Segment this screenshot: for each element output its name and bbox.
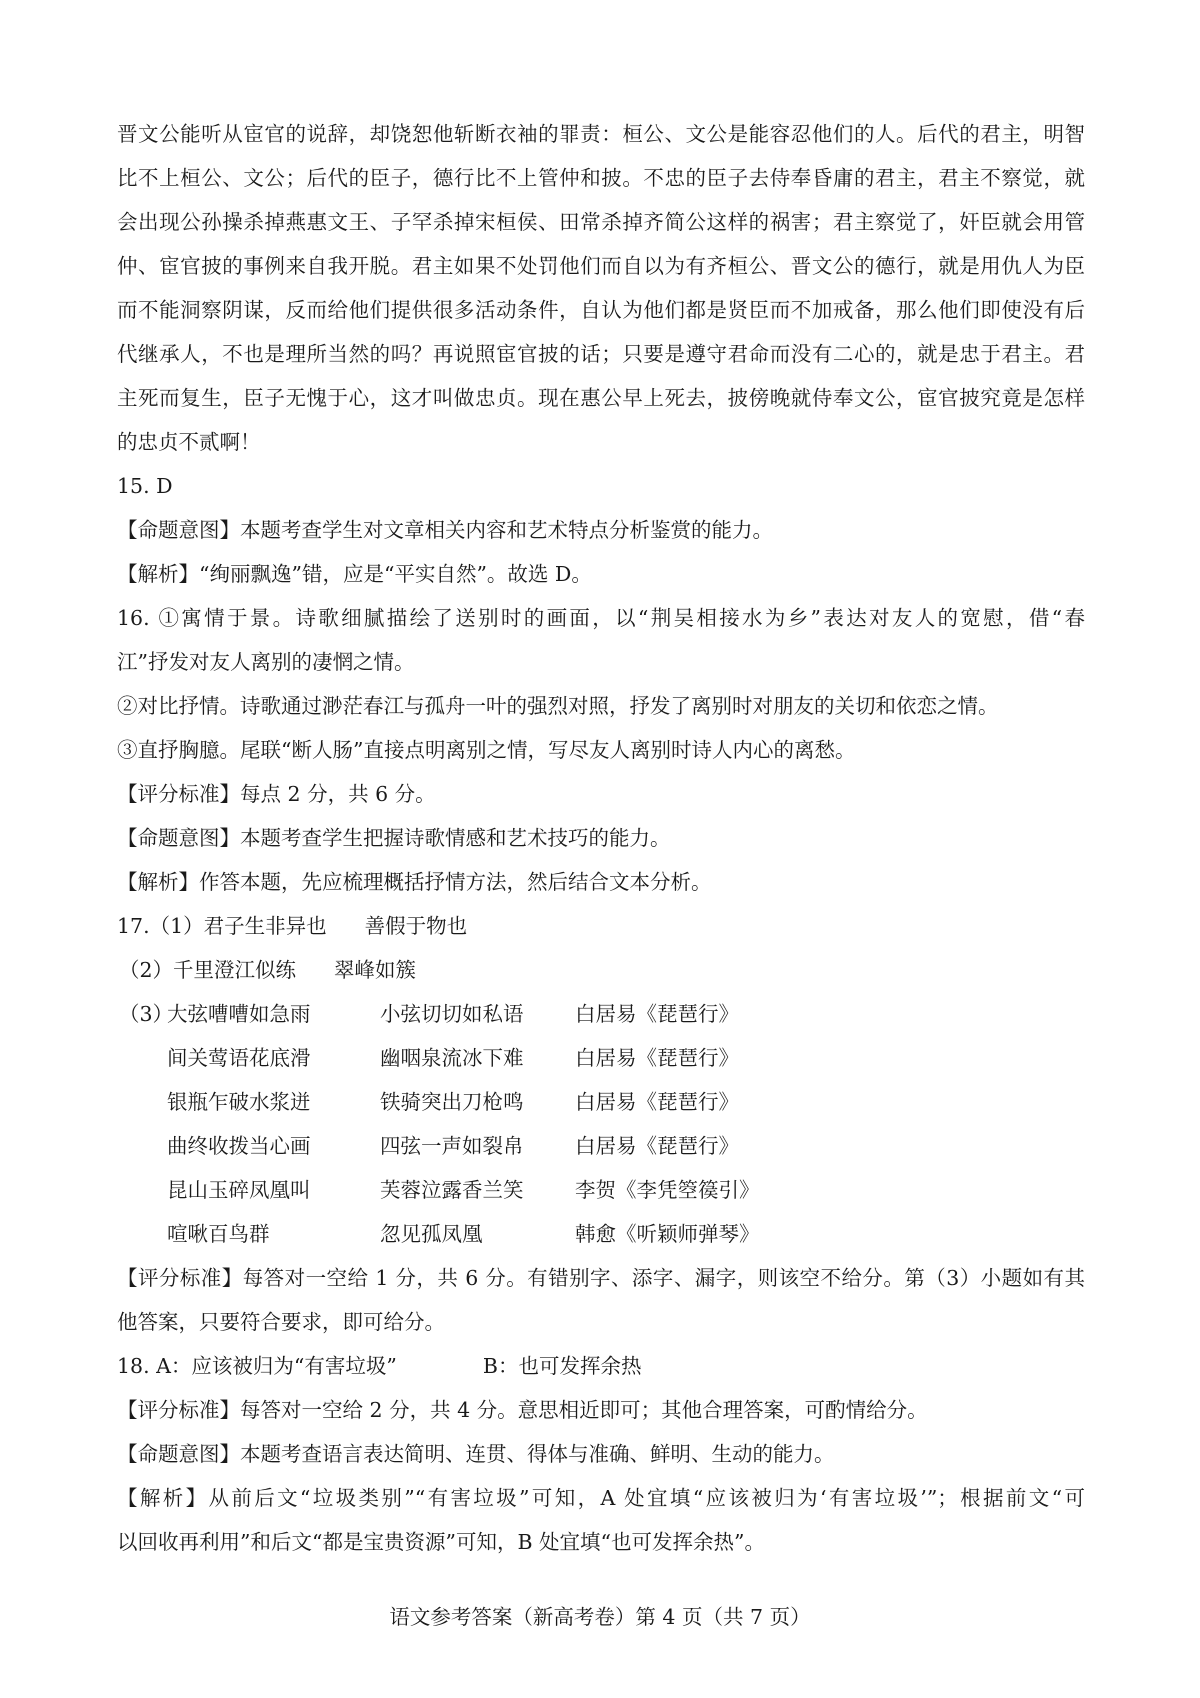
question-15 — [117, 464, 1085, 596]
q18-answer-b: B：也可发挥余热 — [482, 1354, 642, 1378]
question-17 — [117, 904, 1085, 1344]
poem-source: 韩愈《听颖师弹琴》 — [575, 1222, 760, 1246]
answer-content — [117, 112, 1085, 1564]
q17-part3-row — [117, 1168, 1085, 1212]
q16-analysis: 【解析】作答本题，先应梳理概括抒情方法，然后结合文本分析。 — [117, 870, 712, 894]
poem-source: 白居易《琵琶行》 — [575, 1046, 739, 1070]
poem-line-b: 铁骑突出刀枪鸣 — [380, 1090, 524, 1114]
poem-line-b: 忽见孤凤凰 — [380, 1222, 483, 1246]
q15-intent: 【命题意图】本题考查学生对文章相关内容和艺术特点分析鉴赏的能力。 — [117, 518, 773, 542]
q16-line1: 16. ①寓情于景。诗歌细腻描绘了送别时的画面，以“荆吴相接水为乡”表达对友人的宽慰，借“春 — [117, 606, 1085, 630]
q17-part2-label: （2） — [119, 958, 174, 982]
q17-scoring-line1: 【评分标准】每答对一空给 1 分，共 6 分。有错别字、添字、漏字，则该空不给分。第（3）小题如有其 — [117, 1266, 1085, 1290]
q16-line2: 江”抒发对友人离别的凄惘之情。 — [117, 650, 415, 674]
q16-point3: ③直抒胸臆。尾联“断人肠”直接点明离别之情，写尽友人离别时诗人内心的离愁。 — [117, 738, 856, 762]
paragraph-line: 会出现公孙操杀掉燕惠文王、子罕杀掉宋桓侯、田常杀掉齐简公这样的祸害；君主察觉了，奸臣就会用管 — [117, 210, 1085, 234]
q17-part3-row — [117, 1124, 1085, 1168]
q17-scoring-line2: 他答案，只要符合要求，即可给分。 — [117, 1310, 445, 1334]
paragraph-line-last: 的忠贞不贰啊！ — [117, 430, 261, 454]
poem-line-b: 芙蓉泣露香兰笑 — [380, 1178, 524, 1202]
q16-intent: 【命题意图】本题考查学生把握诗歌情感和艺术技巧的能力。 — [117, 826, 671, 850]
paragraph-line: 仲、宦官披的事例来自我开脱。君主如果不处罚他们而自以为有齐桓公、晋文公的德行，就是用仇人为臣 — [117, 254, 1085, 278]
poem-source: 白居易《琵琶行》 — [575, 1002, 739, 1026]
q17-part1-answer-a: 君子生非异也 — [203, 914, 327, 938]
poem-line-b: 幽咽泉流冰下难 — [380, 1046, 524, 1070]
poem-line-a: 曲终收拨当心画 — [167, 1134, 311, 1158]
poem-source: 李贺《李凭箜篌引》 — [575, 1178, 760, 1202]
q15-analysis: 【解析】“绚丽飘逸”错，应是“平实自然”。故选 D。 — [117, 562, 592, 586]
poem-source: 白居易《琵琶行》 — [575, 1134, 739, 1158]
poem-line-b: 小弦切切如私语 — [380, 1002, 524, 1026]
q17-part3-row — [117, 1212, 1085, 1256]
paragraph-line: 主死而复生，臣子无愧于心，这才叫做忠贞。现在惠公早上死去，披傍晚就侍奉文公，宦官披究竟是怎样 — [117, 386, 1085, 410]
q17-part3-row — [117, 1080, 1085, 1124]
poem-line-a: 银瓶乍破水浆迸 — [167, 1090, 311, 1114]
poem-line-b: 四弦一声如裂帛 — [380, 1134, 524, 1158]
q17-part2 — [117, 948, 1085, 992]
paragraph-line: 晋文公能听从宦官的说辞，却饶恕他斩断衣袖的罪责：桓公、文公是能容忍他们的人。后代的君主，明智 — [117, 122, 1085, 146]
q17-part3-row — [117, 992, 1085, 1036]
q16-scoring: 【评分标准】每点 2 分，共 6 分。 — [117, 782, 436, 806]
poem-line-a: 喧啾百鸟群 — [167, 1222, 270, 1246]
q16-point2: ②对比抒情。诗歌通过渺茫春江与孤舟一叶的强烈对照，抒发了离别时对朋友的关切和依恋之情。 — [117, 694, 999, 718]
paragraph-line: 代继承人，不也是理所当然的吗？再说照宦官披的话；只要是遵守君命而没有二心的，就是忠于君主。君 — [117, 342, 1085, 366]
q18-answer-a: 18. A：应该被归为“有害垃圾” — [117, 1354, 397, 1378]
q17-part3-row — [117, 1036, 1085, 1080]
paragraph-line: 而不能洞察阴谋，反而给他们提供很多活动条件，自认为他们都是贤臣而不加戒备，那么他们即使没有后 — [117, 298, 1085, 322]
page-footer: 语文参考答案（新高考卷）第 4 页（共 7 页） — [389, 1605, 811, 1629]
q18-analysis-line1: 【解析】从前后文“垃圾类别”“有害垃圾”可知，A 处宜填“应该被归为‘有害垃圾’”；根据前文“可 — [117, 1486, 1085, 1510]
q18-intent: 【命题意图】本题考查语言表达简明、连贯、得体与准确、鲜明、生动的能力。 — [117, 1442, 835, 1466]
poem-line-a: 大弦嘈嘈如急雨 — [167, 1002, 311, 1026]
q17-part2-answer-b: 翠峰如簇 — [334, 958, 417, 982]
poem-line-a: 间关莺语花底滑 — [167, 1046, 311, 1070]
question-18 — [117, 1344, 1085, 1564]
paragraph-line: 比不上桓公、文公；后代的臣子，德行比不上管仲和披。不忠的臣子去侍奉昏庸的君主，君主不察觉，就 — [117, 166, 1085, 190]
q17-part3-label: （3） — [119, 1002, 174, 1026]
q17-part1-answer-b: 善假于物也 — [364, 914, 468, 938]
q17-part2-answer-a: 千里澄江似练 — [173, 958, 297, 982]
q17-part1 — [117, 904, 1085, 948]
q17-part1-label: 17.（1） — [117, 914, 204, 938]
question-16 — [117, 596, 1085, 904]
q15-answer: 15. D — [117, 474, 173, 498]
q18-scoring: 【评分标准】每答对一空给 2 分，共 4 分。意思相近即可；其他合理答案，可酌情给分。 — [117, 1398, 928, 1422]
poem-line-a: 昆山玉碎凤凰叫 — [167, 1178, 311, 1202]
translation-paragraph — [117, 112, 1085, 464]
q18-analysis-line2: 以回收再利用”和后文“都是宝贵资源”可知，B 处宜填“也可发挥余热”。 — [117, 1530, 765, 1554]
q18-answer — [117, 1344, 1085, 1388]
poem-source: 白居易《琵琶行》 — [575, 1090, 739, 1114]
q17-part3 — [117, 992, 1085, 1256]
